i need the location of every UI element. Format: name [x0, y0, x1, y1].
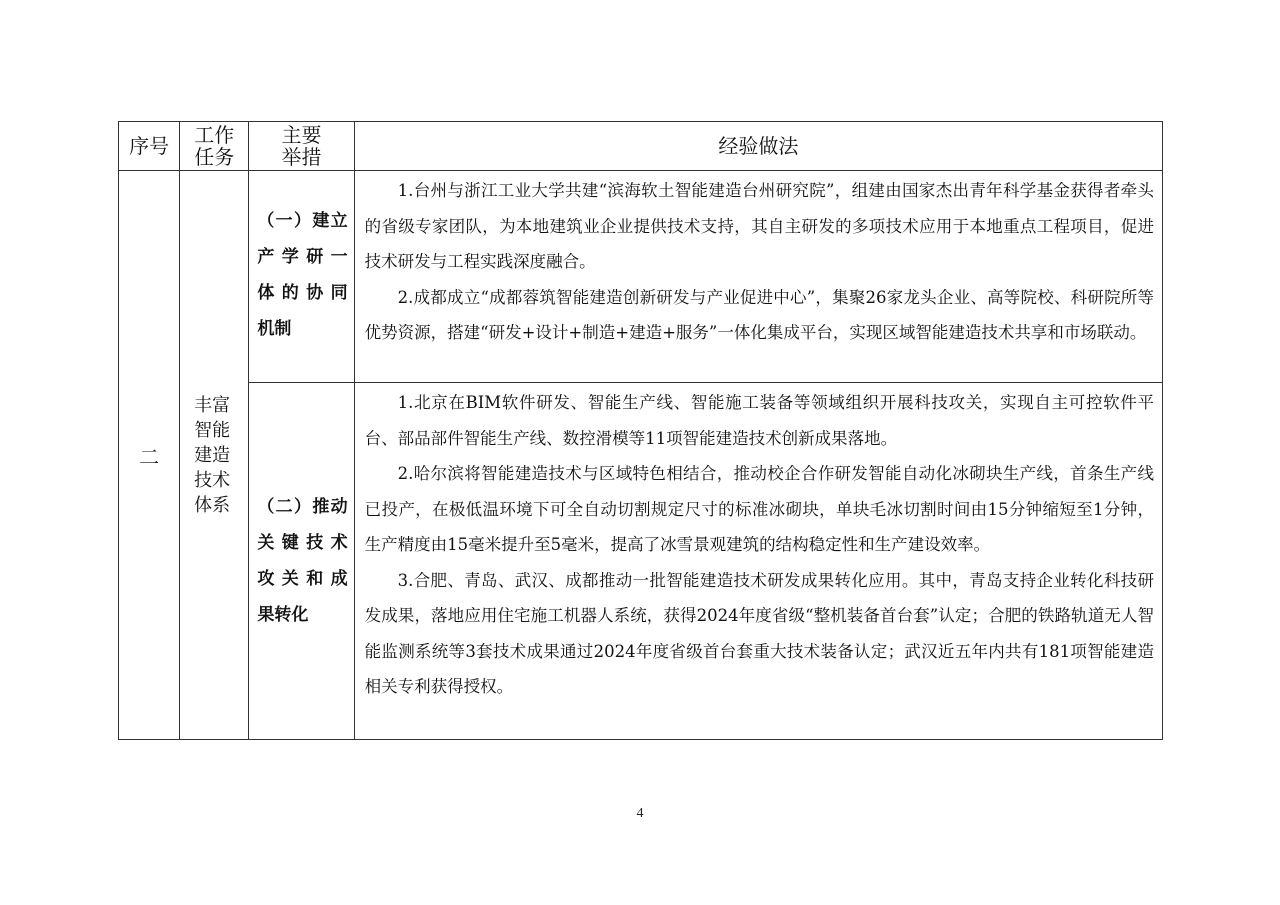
experience-table: [118, 121, 1163, 740]
experience-paragraph: 2.哈尔滨将智能建造技术与区域特色相结合，推动校企合作研发智能自动化冰砌块生产线，首条生产线已投产，在极低温环境下可全自动切割规定尺寸的标准冰砌块，单块毛冰切割时间由15分钟缩短至1分钟，生产精度由15毫米提升至5毫米，提高了冰雪景观建筑的结构稳定性和生产建设效率。: [364, 464, 1154, 554]
measure-title-line: 产学研一: [257, 247, 348, 267]
row-work-task: [180, 171, 249, 740]
header-main-measures: [249, 122, 354, 171]
measure-experience-2: [354, 383, 1162, 740]
task-line: 建造: [194, 444, 231, 466]
experience-paragraph: 1.北京在BIM软件研发、智能生产线、智能施工装备等领域组织开展科技攻关，实现自主可控软件平台、部品部件智能生产线、数控滑模等11项智能建造技术创新成果落地。: [364, 393, 1154, 448]
measure-title-2: [249, 383, 354, 740]
task-line: 技术: [194, 469, 231, 491]
row-serial-number: 二: [119, 171, 180, 740]
measure-title-line: 果转化: [257, 605, 309, 625]
measure-title-line: （一）建立: [257, 211, 348, 231]
measure-title-line: 机制: [257, 319, 292, 339]
header-main-measures-line2: 举措: [281, 145, 322, 169]
measure-title-line: 关键技术: [257, 533, 348, 553]
table-row: [119, 383, 1163, 740]
experience-paragraph: 1.台州与浙江工业大学共建“滨海软土智能建造台州研究院”，组建由国家杰出青年科学基金获得者牵头的省级专家团队，为本地建筑业企业提供技术支持，其自主研发的多项技术应用于本地重点工程项目，促进技术研发与工程实践深度融合。: [364, 181, 1154, 271]
task-line: 丰富: [194, 394, 231, 416]
header-serial-number: 序号: [119, 122, 180, 171]
task-line: 智能: [194, 419, 231, 441]
measure-title-line: （二）推动: [257, 497, 348, 517]
task-line: 体系: [194, 494, 231, 516]
measure-experience-1: [354, 171, 1162, 383]
measure-title-line: 体的协同: [257, 283, 348, 303]
measure-title-line: 攻关和成: [257, 569, 348, 589]
experience-paragraph: 3.合肥、青岛、武汉、成都推动一批智能建造技术研发成果转化应用。其中，青岛支持企业转化科技研发成果，落地应用住宅施工机器人系统，获得2024年度省级“整机装备首台套”认定；合肥的铁路轨道无人智能监测系统等3套技术成果通过2024年度省级首台套重大技术装备认定；武汉近五年内共有181项智能建造相关专利获得授权。: [364, 570, 1154, 696]
table-header-row: [119, 122, 1163, 171]
header-work-task-line1: 工作: [194, 123, 235, 147]
table-row: [119, 171, 1163, 383]
header-experience: 经验做法: [354, 122, 1162, 171]
measure-title-1: [249, 171, 354, 383]
header-main-measures-line1: 主要: [281, 123, 322, 147]
page-number: 4: [636, 806, 644, 821]
experience-paragraph: 2.成都成立“成都蓉筑智能建造创新研发与产业促进中心”，集聚26家龙头企业、高等院校、科研院所等优势资源，搭建“研发+设计+制造+建造+服务”一体化集成平台，实现区域智能建造技术共享和市场联动。: [364, 287, 1154, 342]
header-work-task-line2: 任务: [194, 145, 235, 169]
header-work-task: [180, 122, 249, 171]
